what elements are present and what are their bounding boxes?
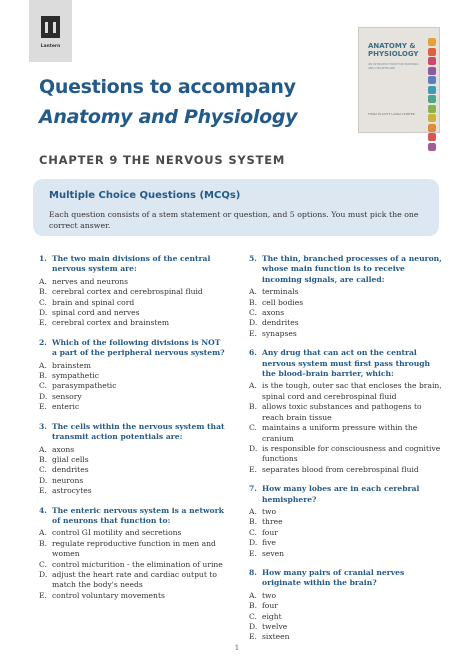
option-letter: B. xyxy=(39,454,47,464)
option-text: control voluntary movements xyxy=(52,590,165,600)
option-letter: D. xyxy=(249,538,258,548)
answer-option xyxy=(39,287,225,297)
answer-option xyxy=(249,465,445,475)
answer-option xyxy=(249,381,445,402)
option-letter: A. xyxy=(39,528,47,538)
answer-option xyxy=(249,622,445,632)
answer-option xyxy=(249,632,445,642)
question-text: The cells within the nervous system that transmit action potentials are: xyxy=(52,421,225,442)
option-letter: E. xyxy=(39,402,47,412)
answer-option xyxy=(249,528,445,538)
answer-option xyxy=(249,549,445,559)
cover-subtitle: AN INTRODUCTION FOR NURSING AND HEALTHCARE xyxy=(368,62,419,70)
option-letter: D. xyxy=(39,391,48,401)
answer-option xyxy=(39,591,225,601)
option-text: is the tough, outer sac that encloses the brain, spinal cord and cerebrospinal fluid xyxy=(262,381,442,401)
option-text: axons xyxy=(262,308,285,318)
answer-option xyxy=(249,308,445,318)
answer-option xyxy=(39,381,225,391)
cover-authors: FIONA ELLIOTT LAURA HUNTER xyxy=(368,112,415,116)
option-text: twelve xyxy=(262,622,288,631)
option-letter: A. xyxy=(249,287,257,297)
option-text: three xyxy=(262,517,283,527)
question-stem xyxy=(39,338,225,359)
option-letter: E. xyxy=(249,548,257,558)
question-stem xyxy=(39,506,225,527)
question-column-right xyxy=(249,254,445,652)
cover-color-tabs xyxy=(428,38,436,152)
question-number: 7. xyxy=(249,484,257,494)
option-text: separates blood from cerebrospinal fluid xyxy=(262,464,419,474)
option-text: two xyxy=(262,590,277,600)
cover-tab xyxy=(428,38,436,46)
question-text: How many lobes are in each cerebral hemisphere? xyxy=(262,484,420,504)
option-text: seven xyxy=(262,548,285,558)
question-item xyxy=(39,422,225,497)
cover-tab xyxy=(428,124,436,132)
answer-option xyxy=(249,287,445,297)
option-text: synapses xyxy=(262,328,297,338)
question-number: 3. xyxy=(39,421,47,431)
option-text: brainstem xyxy=(52,360,91,370)
answer-option xyxy=(39,570,225,591)
cover-tab xyxy=(428,95,436,103)
answer-option xyxy=(249,591,445,601)
option-letter: E. xyxy=(39,590,47,600)
chapter-heading: CHAPTER 9 THE NERVOUS SYSTEM xyxy=(39,153,286,167)
option-letter: D. xyxy=(39,475,48,485)
page-number: 1 xyxy=(234,644,240,652)
option-text: adjust the heart rate and cardiac output to match the body's needs xyxy=(52,569,217,590)
option-text: parasympathetic xyxy=(52,381,117,391)
option-letter: C. xyxy=(249,527,257,537)
answer-option xyxy=(39,361,225,371)
option-text: regulate reproductive function in men and women xyxy=(52,538,216,559)
question-column-left xyxy=(39,254,225,610)
lantern-icon xyxy=(41,16,60,38)
page-title-line1: Questions to accompany xyxy=(39,76,296,98)
option-text: dendrites xyxy=(52,465,89,475)
option-text: cerebral cortex and brainstem xyxy=(52,318,170,328)
answer-option xyxy=(249,298,445,308)
answer-option xyxy=(39,560,225,570)
option-text: allows toxic substances and pathogens to reach brain tissue xyxy=(262,402,422,422)
option-text: spinal cord and nerves xyxy=(52,308,140,318)
option-letter: D. xyxy=(39,308,48,318)
question-stem xyxy=(249,348,445,379)
question-stem xyxy=(39,422,225,443)
option-letter: C. xyxy=(249,611,257,621)
cover-tab xyxy=(428,86,436,94)
question-text: Any drug that can act on the central nervous system must first pass through the blood–brain barrier, which: xyxy=(262,348,431,379)
question-item xyxy=(39,338,225,413)
answer-option xyxy=(39,277,225,287)
option-letter: B. xyxy=(249,297,257,307)
answer-option xyxy=(39,298,225,308)
answer-option xyxy=(249,507,445,517)
option-letter: E. xyxy=(249,464,257,474)
option-letter: B. xyxy=(249,402,257,412)
option-letter: A. xyxy=(39,360,47,370)
question-text: How many pairs of cranial nerves originate within the brain? xyxy=(262,567,405,588)
question-number: 5. xyxy=(249,254,257,263)
answer-option xyxy=(39,445,225,455)
answer-option xyxy=(39,465,225,475)
option-letter: D. xyxy=(249,318,258,328)
option-letter: A. xyxy=(249,381,257,391)
option-letter: C. xyxy=(249,308,257,318)
option-letter: D. xyxy=(249,443,258,453)
option-letter: C. xyxy=(39,465,47,475)
option-text: four xyxy=(262,527,278,537)
option-text: neurons xyxy=(52,475,84,485)
option-letter: B. xyxy=(249,517,257,527)
option-text: enteric xyxy=(52,402,80,412)
option-letter: C. xyxy=(39,559,47,569)
answer-option xyxy=(249,423,445,444)
option-letter: A. xyxy=(39,444,47,454)
option-text: two xyxy=(262,506,277,516)
question-item xyxy=(249,348,445,475)
question-text: The thin, branched processes of a neuron, whose main function is to receive incoming signals, are called: xyxy=(262,254,442,284)
cover-tab xyxy=(428,67,436,75)
answer-option xyxy=(249,318,445,328)
option-letter: B. xyxy=(39,371,47,381)
option-letter: C. xyxy=(39,297,47,307)
answer-option xyxy=(249,517,445,527)
option-letter: E. xyxy=(39,318,47,328)
mcq-instructions: Each question consists of a stem statement or question, and 5 options. You must pick the one correct answer. xyxy=(49,210,419,230)
option-letter: A. xyxy=(249,590,257,600)
option-text: maintains a uniform pressure within the cranium xyxy=(262,423,418,443)
option-text: brain and spinal cord xyxy=(52,297,135,307)
option-letter: A. xyxy=(249,506,257,516)
answer-option xyxy=(249,612,445,622)
cover-tab xyxy=(428,114,436,122)
option-letter: B. xyxy=(39,538,47,548)
question-item xyxy=(249,254,445,339)
option-letter: B. xyxy=(39,287,47,297)
cover-title: ANATOMY & PHYSIOLOGY xyxy=(368,42,419,58)
answer-option xyxy=(39,371,225,381)
option-text: sympathetic xyxy=(52,371,99,381)
question-text: The two main divisions of the central nervous system are: xyxy=(52,254,211,274)
option-text: sixteen xyxy=(262,632,290,642)
question-number: 6. xyxy=(249,348,257,358)
option-text: glial cells xyxy=(52,454,89,464)
question-text: Which of the following divisions is NOT a part of the peripheral nervous system? xyxy=(52,337,225,358)
option-letter: D. xyxy=(39,569,48,579)
option-text: nerves and neurons xyxy=(52,276,129,286)
option-letter: E. xyxy=(39,486,47,496)
question-item xyxy=(249,568,445,643)
publisher-logo-text: Lantern xyxy=(40,44,61,49)
option-text: astrocytes xyxy=(52,486,92,496)
option-text: axons xyxy=(52,444,75,454)
option-letter: C. xyxy=(39,381,47,391)
answer-option xyxy=(249,601,445,611)
book-cover xyxy=(358,27,440,133)
question-number: 4. xyxy=(39,505,47,515)
cover-tab xyxy=(428,48,436,56)
answer-option xyxy=(39,539,225,560)
publisher-logo xyxy=(29,0,72,62)
option-letter: A. xyxy=(39,276,47,286)
question-stem xyxy=(249,254,445,285)
question-stem xyxy=(39,254,225,275)
option-letter: E. xyxy=(249,328,257,338)
answer-option xyxy=(249,444,445,465)
answer-option xyxy=(39,402,225,412)
answer-option xyxy=(39,392,225,402)
option-letter: E. xyxy=(249,632,257,642)
answer-option xyxy=(39,455,225,465)
question-stem xyxy=(249,568,445,589)
answer-option xyxy=(39,308,225,318)
page-title-line2: Anatomy and Physiology xyxy=(39,106,298,128)
cover-tab xyxy=(428,105,436,113)
mcq-info-box xyxy=(33,179,439,236)
option-text: eight xyxy=(262,611,282,621)
option-text: terminals xyxy=(262,287,299,297)
answer-option xyxy=(249,538,445,548)
answer-option xyxy=(39,486,225,496)
option-text: control GI motility and secretions xyxy=(52,528,182,538)
option-letter: C. xyxy=(249,423,257,433)
question-item xyxy=(39,506,225,602)
question-number: 2. xyxy=(39,337,47,347)
answer-option xyxy=(249,329,445,339)
mcq-heading: Multiple Choice Questions (MCQs) xyxy=(49,190,241,201)
cover-tab xyxy=(428,76,436,84)
option-text: is responsible for consciousness and cognitive functions xyxy=(262,443,441,464)
question-item xyxy=(39,254,225,329)
answer-option xyxy=(249,402,445,423)
question-stem xyxy=(249,484,445,505)
option-text: cerebral cortex and cerebrospinal fluid xyxy=(52,287,203,297)
option-text: sensory xyxy=(52,391,82,401)
answer-option xyxy=(39,528,225,538)
option-letter: D. xyxy=(249,622,258,631)
question-number: 8. xyxy=(249,567,257,577)
option-letter: B. xyxy=(249,601,257,611)
option-text: four xyxy=(262,601,278,611)
option-text: dendrites xyxy=(262,318,299,328)
cover-tab xyxy=(428,57,436,65)
cover-tab xyxy=(428,133,436,141)
option-text: five xyxy=(262,538,276,548)
answer-option xyxy=(39,476,225,486)
question-text: The enteric nervous system is a network of neurons that function to: xyxy=(52,505,224,525)
option-text: cell bodies xyxy=(262,297,304,307)
question-item xyxy=(249,484,445,559)
answer-option xyxy=(39,318,225,328)
option-text: control micturition - the elimination of urine xyxy=(52,559,223,569)
question-number: 1. xyxy=(39,254,47,263)
cover-tab xyxy=(428,143,436,151)
